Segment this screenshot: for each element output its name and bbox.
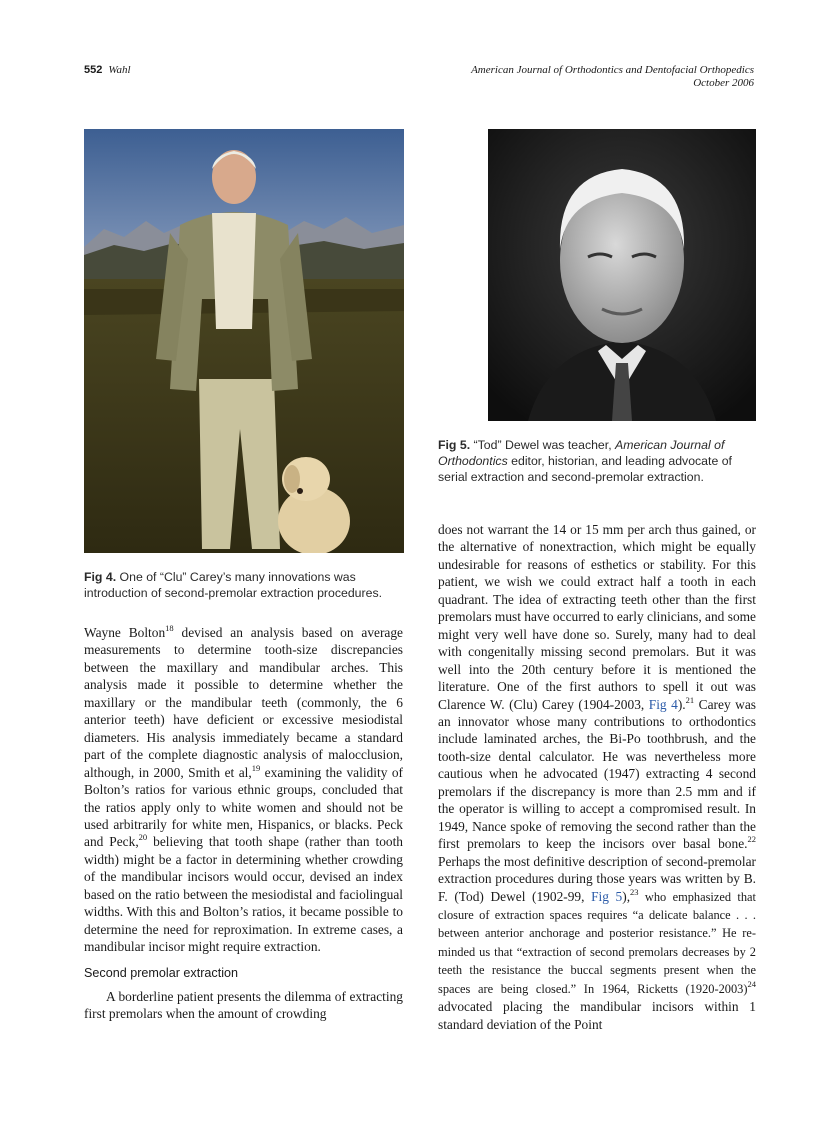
citation-19: 19 — [251, 762, 261, 773]
section-heading: Second premolar extraction — [84, 965, 239, 980]
fig4-photo — [84, 129, 404, 553]
fig4-reference-link[interactable]: Fig 4 — [648, 696, 678, 712]
citation-22: 22 — [747, 834, 756, 845]
running-header-right — [471, 64, 754, 90]
citation-18: 18 — [165, 623, 174, 633]
fig5-caption-journal: American Journal of Orthodontics — [438, 438, 725, 468]
text-run: ). — [677, 696, 686, 712]
issue-date: October 2006 — [693, 77, 754, 89]
text-run: Carey was an innovator whose many contributions to orthodontics include laminated arches, the Bi-Po toothbrush, and the tooth-size dental calculator. He was nevertheless more cautious when he advocated (1947) extracting 4 second premolars if the discrepancy is more than 2.5 mm and if the operator is willing to accept a compromised result. In 1949, Nance spoke of removing the second rather than the first premolars to keep the incisors over basal bone. — [438, 696, 756, 852]
paragraph-borderline: A borderline patient presents the dilemma of extracting first premolars when the amount of crowding — [84, 988, 403, 1022]
running-header-left — [84, 64, 131, 76]
running-author: Wahl — [108, 64, 131, 76]
fig5-photo — [488, 129, 756, 421]
page-number: 552 — [84, 64, 103, 76]
paragraph-continued — [438, 521, 756, 1033]
text-run: Perhaps the most definitive description of second-premolar extraction procedures during those years was written by B. F. (Tod) Dewel (1902-99, — [438, 853, 756, 904]
fig5-caption-text-b: editor, historian, and leading advocate of serial extraction and second-premolar extraction. — [438, 454, 732, 484]
fig5-reference-link[interactable]: Fig 5 — [591, 888, 623, 904]
journal-name: American Journal of Orthodontics and Dentofacial Orthopedics — [471, 64, 754, 76]
fig4-label: Fig 4. — [84, 570, 117, 584]
fig5-caption-text-a: “Tod” Dewel was teacher, — [473, 438, 616, 452]
text-run: does not warrant the 14 or 15 mm per arch thus gained, or the alternative of nonextraction, which might be equally undesirable for reasons of esthetics or stability. For this patient, we wish we could extract half a tooth in each quadrant. The idea of extracting teeth other than the first premolars must have occurred to early clinicians, and some might very well have done so. Surely, many had to deal with congenitally missing second premolars. But it was well into the 20th century before it is mentioned the literature. One of the first authors to spell it out was Clarence W. (Clu) Carey (1904-2003, — [438, 522, 756, 712]
text-run: advocated placing the mandibular incisors within 1 standard deviation of the Point — [438, 999, 756, 1032]
text-run: who emphasized that closure of extraction spaces requires “a delicate balance . . . between anterior anchorage and posterior resistance.” He reminded us that “extraction of second premolars decreases by 2 teeth the resistance the buccal segments present when the spaces are being closed.” In 1964, Ricketts (1920-2003) — [438, 889, 757, 996]
citation-24: 24 — [747, 978, 756, 989]
left-column — [84, 624, 403, 1023]
paragraph-bolton — [84, 624, 403, 956]
fig5-photo-illustration — [488, 129, 756, 421]
citation-21: 21 — [685, 694, 695, 705]
fig4-photo-illustration — [84, 129, 404, 553]
text-run: examining the validity of Bolton’s ratios for various ethnic groups, concluded that the ratios apply only to white women and should not be used arbitrarily for white men, Hispanics, or blacks. Peck and Peck, — [84, 764, 403, 850]
fig4-caption — [84, 569, 404, 601]
right-column — [438, 521, 756, 1033]
text-run: ), — [622, 888, 631, 904]
citation-23: 23 — [630, 886, 639, 897]
text-run: devised an analysis based on average measurements to determine tooth-size discrepancies between the maxillary and mandibular arches. This analysis made it possible to determine whether the maxillary or the mandibular teeth (commonly, the 6 anterior teeth) have deficient or excessive mesiodistal diameters. His analysis immediately became a standard part of the complete diagnostic analysis of malocclusion, although, in 2000, Smith et al, — [84, 625, 403, 780]
fig5-label: Fig 5. — [438, 438, 471, 452]
fig4-caption-text: One of “Clu” Carey’s many innovations was introduction of second-premolar extraction procedures. — [84, 570, 383, 600]
fig5-caption — [438, 437, 758, 485]
text-run: believing that tooth shape (rather than tooth width) might be a factor in determining whether crowding of the mandibular incisors would occur, devised an index based on the ratio between the mesiodistal and faciolingual widths. With this and Bolton’s ratios, it became possible to determine the need for reproximation. In extreme cases, a mandibular incisor might require extraction. — [84, 834, 404, 955]
citation-20: 20 — [138, 832, 148, 843]
text-run: Wayne Bolton — [84, 625, 166, 640]
